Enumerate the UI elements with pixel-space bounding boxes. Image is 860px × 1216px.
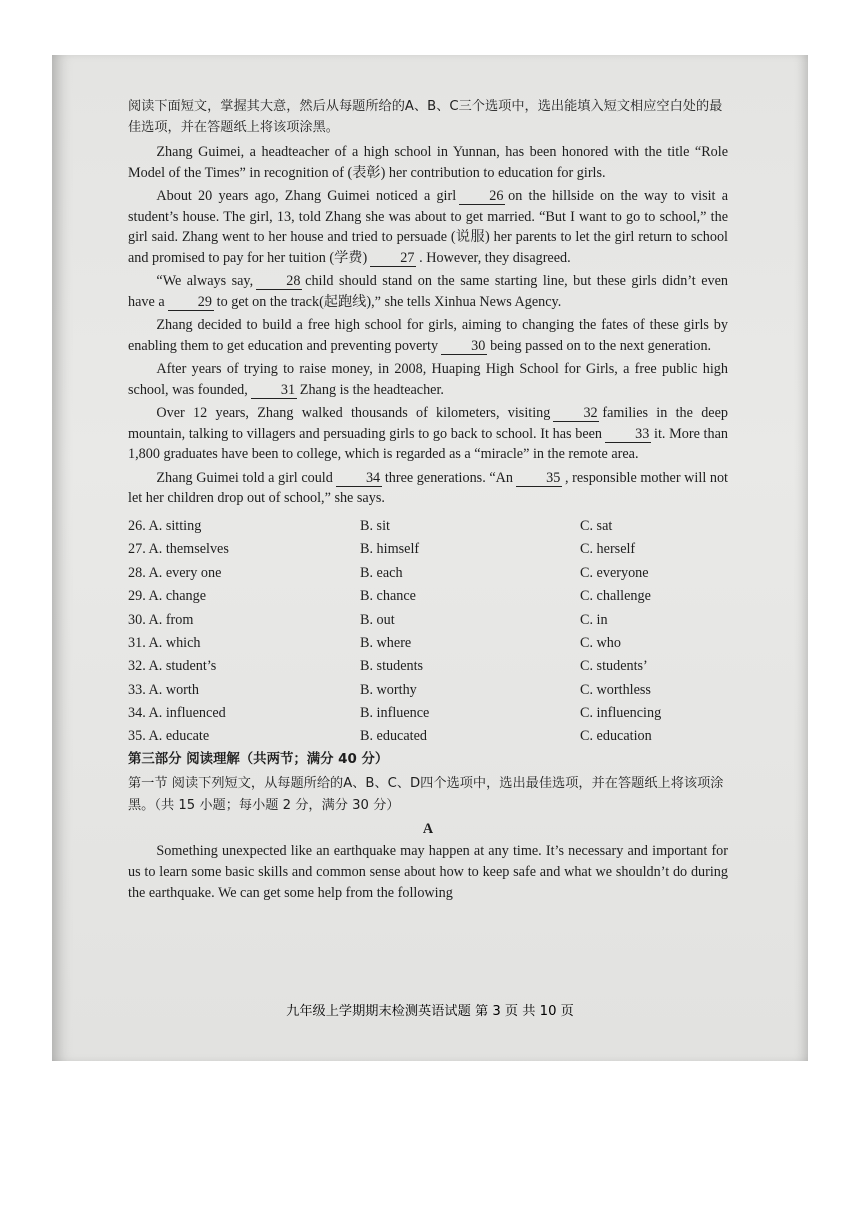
exam-content	[128, 97, 728, 904]
blank-26: 26	[459, 189, 505, 205]
paragraph-5	[128, 359, 728, 400]
option-row	[128, 655, 728, 678]
option-c: C. sat	[580, 517, 613, 534]
option-c: C. everyone	[580, 564, 649, 581]
text-span: child should stand on the same starting line, but these girls didn’t even have a	[128, 273, 728, 310]
text-span: After years of trying to raise money, in 2008, Huaping High School for Girls, a free public high school, was founded,	[128, 361, 728, 398]
option-c: C. who	[580, 634, 621, 651]
blank-33: 33	[605, 427, 651, 443]
option-b: B. himself	[360, 541, 420, 558]
option-b: B. influence	[360, 705, 430, 722]
option-c: C. students’	[580, 658, 648, 675]
blank-28: 28	[256, 274, 302, 290]
cloze-instruction: 阅读下面短文，掌握其大意，然后从每题所给的A、B、C三个选项中，选出能填入短文相应空白处的最佳选项，并在答题纸上将该项涂黑。	[128, 99, 723, 135]
paragraph-1: Zhang Guimei, a headteacher of a high school in Yunnan, has been honored with the title “Role Model of the Times” in recognition of (表彰) her contribution to education for girls.	[128, 144, 728, 181]
text-span: families in the deep mountain, talking to villagers and persuading girls to go back to school. It has been	[128, 405, 728, 442]
paragraph-3	[128, 271, 728, 312]
text-span: . However, they disagreed.	[419, 249, 571, 266]
blank-32: 32	[553, 406, 599, 422]
option-row	[128, 631, 728, 654]
reading-label: A	[422, 820, 434, 837]
blank-27: 27	[370, 251, 416, 267]
option-a: 32. A. student’s	[128, 658, 217, 675]
option-a: 34. A. influenced	[128, 705, 226, 722]
option-b: B. worthy	[360, 681, 417, 698]
text-span: About 20 years ago, Zhang Guimei noticed a girl	[156, 188, 457, 204]
paragraph-7	[128, 468, 728, 509]
blank-34: 34	[336, 471, 382, 487]
option-c: C. influencing	[580, 705, 662, 722]
option-b: B. educated	[360, 728, 427, 745]
option-row	[128, 538, 728, 561]
blank-31: 31	[251, 383, 297, 399]
paragraph-6	[128, 403, 728, 465]
text-span: Zhang is the headteacher.	[299, 381, 444, 398]
option-c: C. in	[580, 611, 608, 628]
blank-35: 35	[516, 471, 562, 487]
reading-passage	[128, 841, 728, 904]
text-span: Zhang decided to build a free high school for girls, aiming to changing the fates of these girls by enabling them to get education and preventing poverty	[128, 317, 728, 354]
option-a: 29. A. change	[128, 588, 207, 605]
option-a: 31. A. which	[128, 634, 201, 651]
option-b: B. each	[360, 564, 403, 581]
paragraph-4	[128, 315, 728, 356]
text-span: Zhang Guimei told a girl could	[156, 469, 333, 486]
option-row	[128, 515, 728, 538]
text-span: , responsible mother will not let her children drop out of school,” she says.	[128, 469, 728, 506]
option-a: 30. A. from	[128, 611, 194, 628]
text-span: Over 12 years, Zhang walked thousands of kilometers, visiting	[156, 405, 551, 421]
option-b: B. out	[360, 611, 395, 628]
option-a: 28. A. every one	[128, 564, 222, 581]
answer-options	[128, 515, 728, 749]
option-row	[128, 702, 728, 725]
option-c: C. education	[580, 728, 652, 745]
paragraph-2	[128, 186, 728, 268]
option-a: 35. A. educate	[128, 728, 210, 745]
option-a: 27. A. themselves	[128, 541, 229, 558]
cloze-passage	[128, 142, 728, 509]
option-c: C. herself	[580, 541, 636, 558]
option-b: B. where	[360, 634, 412, 651]
option-row	[128, 725, 728, 748]
text-span: being passed on to the next generation.	[490, 337, 712, 354]
option-c: C. worthless	[580, 681, 651, 698]
text-span: it. More than 1,800 graduates have been to college, which is regarded as a “miracle” in the remote area.	[128, 425, 728, 462]
option-c: C. challenge	[580, 588, 651, 605]
option-b: B. sit	[360, 517, 390, 534]
option-row	[128, 608, 728, 631]
option-b: B. students	[360, 658, 424, 675]
option-a: 26. A. sitting	[128, 517, 202, 534]
text-span: to get on the track(起跑线),” she tells Xinhua News Agency.	[216, 293, 562, 310]
text-span: on the hillside on the way to visit a student’s house. The girl, 13, told Zhang she was about to get married. “But I want to go to school,” the girl said. Zhang went to her house and tried to persuade (说服) her parents to let the girl return to school and promised to pay for her tuition (学费)	[128, 188, 728, 266]
page-footer: 九年级上学期期末检测英语试题 第 3 页 共 10 页	[286, 1004, 574, 1019]
section-title: 第三部分 阅读理解（共两节；满分 40 分）	[128, 752, 389, 768]
option-row	[128, 678, 728, 701]
option-b: B. chance	[360, 588, 416, 605]
option-a: 33. A. worth	[128, 681, 199, 698]
reading-paragraph: Something unexpected like an earthquake may happen at any time. It’s necessary and important for us to learn some basic skills and common sense about how to keep safe and what we shouldn’t do during the earthquake. We can get some help from the following	[128, 843, 728, 902]
blank-29: 29	[168, 295, 214, 311]
blank-30: 30	[441, 339, 487, 355]
text-span: three generations. “An	[384, 469, 513, 486]
section-instruction: 第一节 阅读下列短文，从每题所给的A、B、C、D四个选项中，选出最佳选项，并在答题纸上将该项涂黑。（共 15 小题；每小题 2 分，满分 30 分）	[128, 775, 724, 813]
text-span: “We always say,	[156, 273, 254, 289]
option-row	[128, 561, 728, 584]
option-row	[128, 585, 728, 608]
